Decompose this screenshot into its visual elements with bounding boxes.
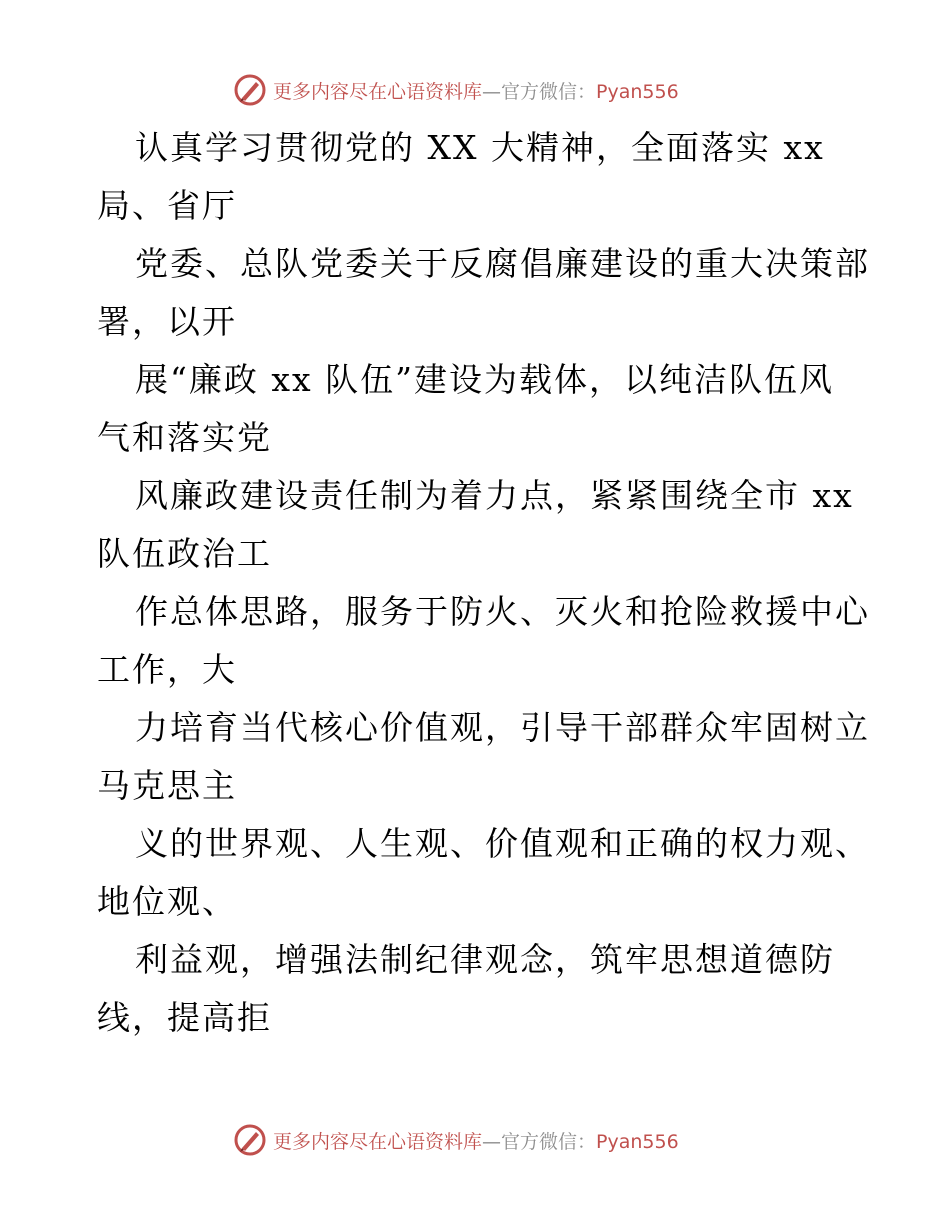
body-line: 工作，大	[97, 650, 237, 689]
body-line: 马克思主	[97, 766, 237, 805]
body-line: 局、省厅	[97, 186, 237, 225]
body-line: 展“廉政 xx 队伍”建设为载体，以纯洁队伍风	[135, 360, 834, 399]
header-watermark	[233, 72, 679, 108]
watermark-text: 更多内容尽在心语资料库—官方微信：Pyan556	[273, 80, 679, 103]
body-line: 气和落实党	[97, 418, 272, 457]
body-line: 地位观、	[97, 882, 237, 921]
pen-logo-icon	[233, 1123, 267, 1157]
body-line: 利益观，增强法制纪律观念，筑牢思想道德防	[135, 940, 835, 979]
body-line: 认真学习贯彻党的 XX 大精神，全面落实 xx	[135, 128, 825, 167]
body-line: 风廉政建设责任制为着力点，紧紧围绕全市 xx	[135, 476, 854, 515]
body-line: 党委、总队党委关于反腐倡廉建设的重大决策部	[135, 244, 870, 283]
pen-logo-icon	[233, 73, 267, 107]
footer-watermark	[233, 1122, 679, 1158]
body-line: 力培育当代核心价值观，引导干部群众牢固树立	[135, 708, 870, 747]
body-line: 作总体思路，服务于防火、灭火和抢险救援中心	[135, 592, 870, 631]
body-line: 署，以开	[97, 302, 237, 341]
body-line: 队伍政治工	[97, 534, 272, 573]
body-line: 义的世界观、人生观、价值观和正确的权力观、	[135, 824, 870, 863]
watermark-text: 更多内容尽在心语资料库—官方微信：Pyan556	[273, 1130, 679, 1153]
body-line: 线，提高拒	[97, 998, 272, 1037]
